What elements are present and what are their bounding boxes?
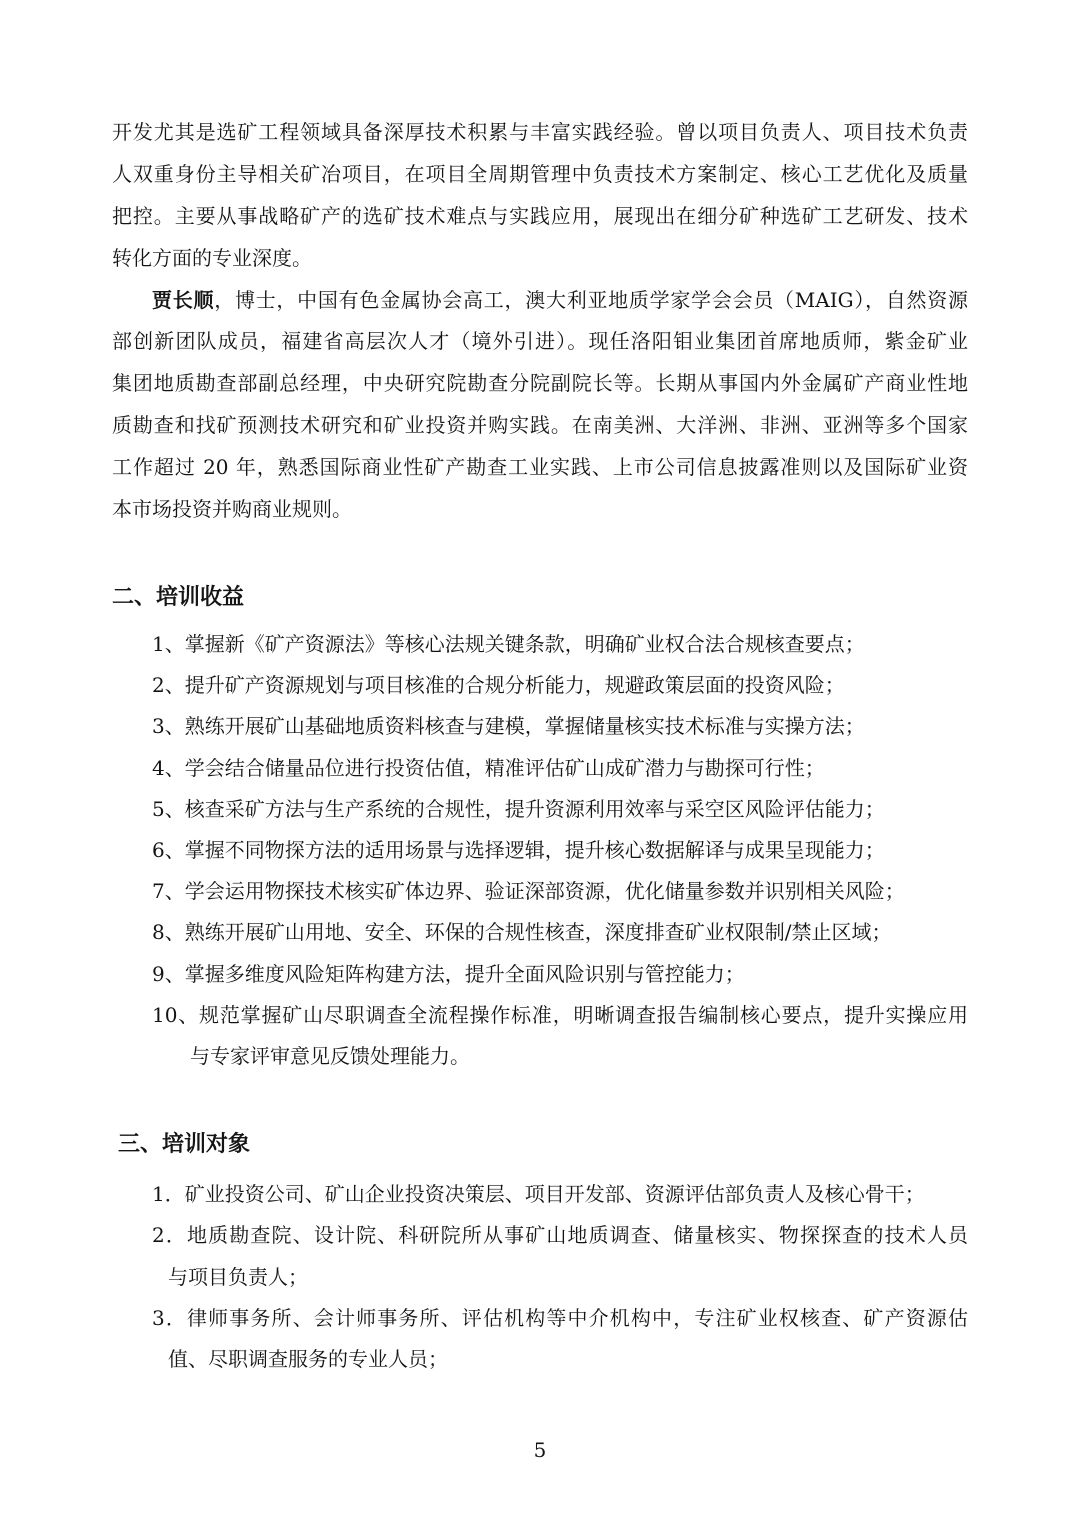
- section-heading-audience: 三、培训对象: [118, 1132, 251, 1157]
- list-item: 5、核查采矿方法与生产系统的合规性，提升资源利用效率与采空区风险评估能力；: [152, 796, 885, 821]
- list-item: 10、规范掌握矿山尽职调查全流程操作标准，明晰调查报告编制核心要点，提升实操应用: [152, 1002, 968, 1027]
- section-heading-benefits: 二、培训收益: [112, 585, 245, 610]
- list-item-continuation: 与专家评审意见反馈处理能力。: [190, 1043, 470, 1068]
- paragraph-line: 质勘查和找矿预测技术研究和矿业投资并购实践。在南美洲、大洋洲、非洲、亚洲等多个国家: [112, 413, 968, 438]
- list-item-continuation: 值、尽职调查服务的专业人员；: [168, 1347, 448, 1372]
- paragraph-line: 把控。主要从事战略矿产的选矿技术难点与实践应用，展现出在细分矿种选矿工艺研发、技术: [112, 203, 968, 228]
- bio-jia-paragraph: [112, 280, 968, 531]
- list-item: 7、学会运用物探技术核实矿体边界、验证深部资源，优化储量参数并识别相关风险；: [152, 879, 905, 904]
- bio-continuation-paragraph: [112, 112, 968, 280]
- list-item: 1、掌握新《矿产资源法》等核心法规关键条款，明确矿业权合法合规核查要点；: [152, 632, 865, 656]
- paragraph-line: 部创新团队成员，福建省高层次人才（境外引进）。现任洛阳钼业集团首席地质师，紫金矿业: [112, 329, 968, 354]
- paragraph-line: 人双重身份主导相关矿冶项目，在项目全周期管理中负责技术方案制定、核心工艺优化及质量: [112, 161, 968, 186]
- list-item: 8、熟练开展矿山用地、安全、环保的合规性核查，深度排查矿业权限制/禁止区域；: [152, 920, 892, 945]
- list-item: 6、掌握不同物探方法的适用场景与选择逻辑，提升核心数据解译与成果呈现能力；: [152, 837, 885, 862]
- list-item: 3．律师事务所、会计师事务所、评估机构等中介机构中，专注矿业权核查、矿产资源估: [152, 1305, 968, 1330]
- list-item-continuation: 与项目负责人；: [168, 1264, 308, 1289]
- paragraph-line: [112, 280, 968, 322]
- list-item: 2、提升矿产资源规划与项目核准的合规分析能力，规避政策层面的投资风险；: [152, 673, 845, 698]
- list-item: 2．地质勘查院、设计院、科研院所从事矿山地质调查、储量核实、物探探查的技术人员: [152, 1223, 968, 1248]
- paragraph-line: 转化方面的专业深度。: [112, 245, 312, 270]
- list-item: 1．矿业投资公司、矿山企业投资决策层、项目开发部、资源评估部负责人及核心骨干；: [152, 1182, 925, 1206]
- paragraph-text: ，博士，中国有色金属协会高工，澳大利亚地质学家学会会员（MAIG），自然资源: [214, 287, 969, 312]
- audience-list: [152, 1174, 968, 1380]
- list-item: 4、学会结合储量品位进行投资估值，精准评估矿山成矿潜力与勘探可行性；: [152, 755, 825, 780]
- benefits-list: [152, 624, 968, 1077]
- list-item: 9、掌握多维度风险矩阵构建方法，提升全面风险识别与管控能力；: [152, 961, 745, 986]
- paragraph-line: 开发尤其是选矿工程领域具备深厚技术积累与丰富实践经验。曾以项目负责人、项目技术负责: [112, 120, 968, 144]
- paragraph-line: 工作超过 20 年，熟悉国际商业性矿产勘查工业实践、上市公司信息披露准则以及国际矿业资: [112, 455, 968, 480]
- paragraph-line: 本市场投资并购商业规则。: [112, 497, 352, 522]
- list-item: 3、熟练开展矿山基础地质资料核查与建模，掌握储量核实技术标准与实操方法；: [152, 714, 865, 739]
- person-name: 贾长顺: [152, 287, 215, 312]
- paragraph-line: 集团地质勘查部副总经理，中央研究院勘查分院副院长等。长期从事国内外金属矿产商业性地: [112, 371, 968, 396]
- page-number: 5: [533, 1438, 547, 1462]
